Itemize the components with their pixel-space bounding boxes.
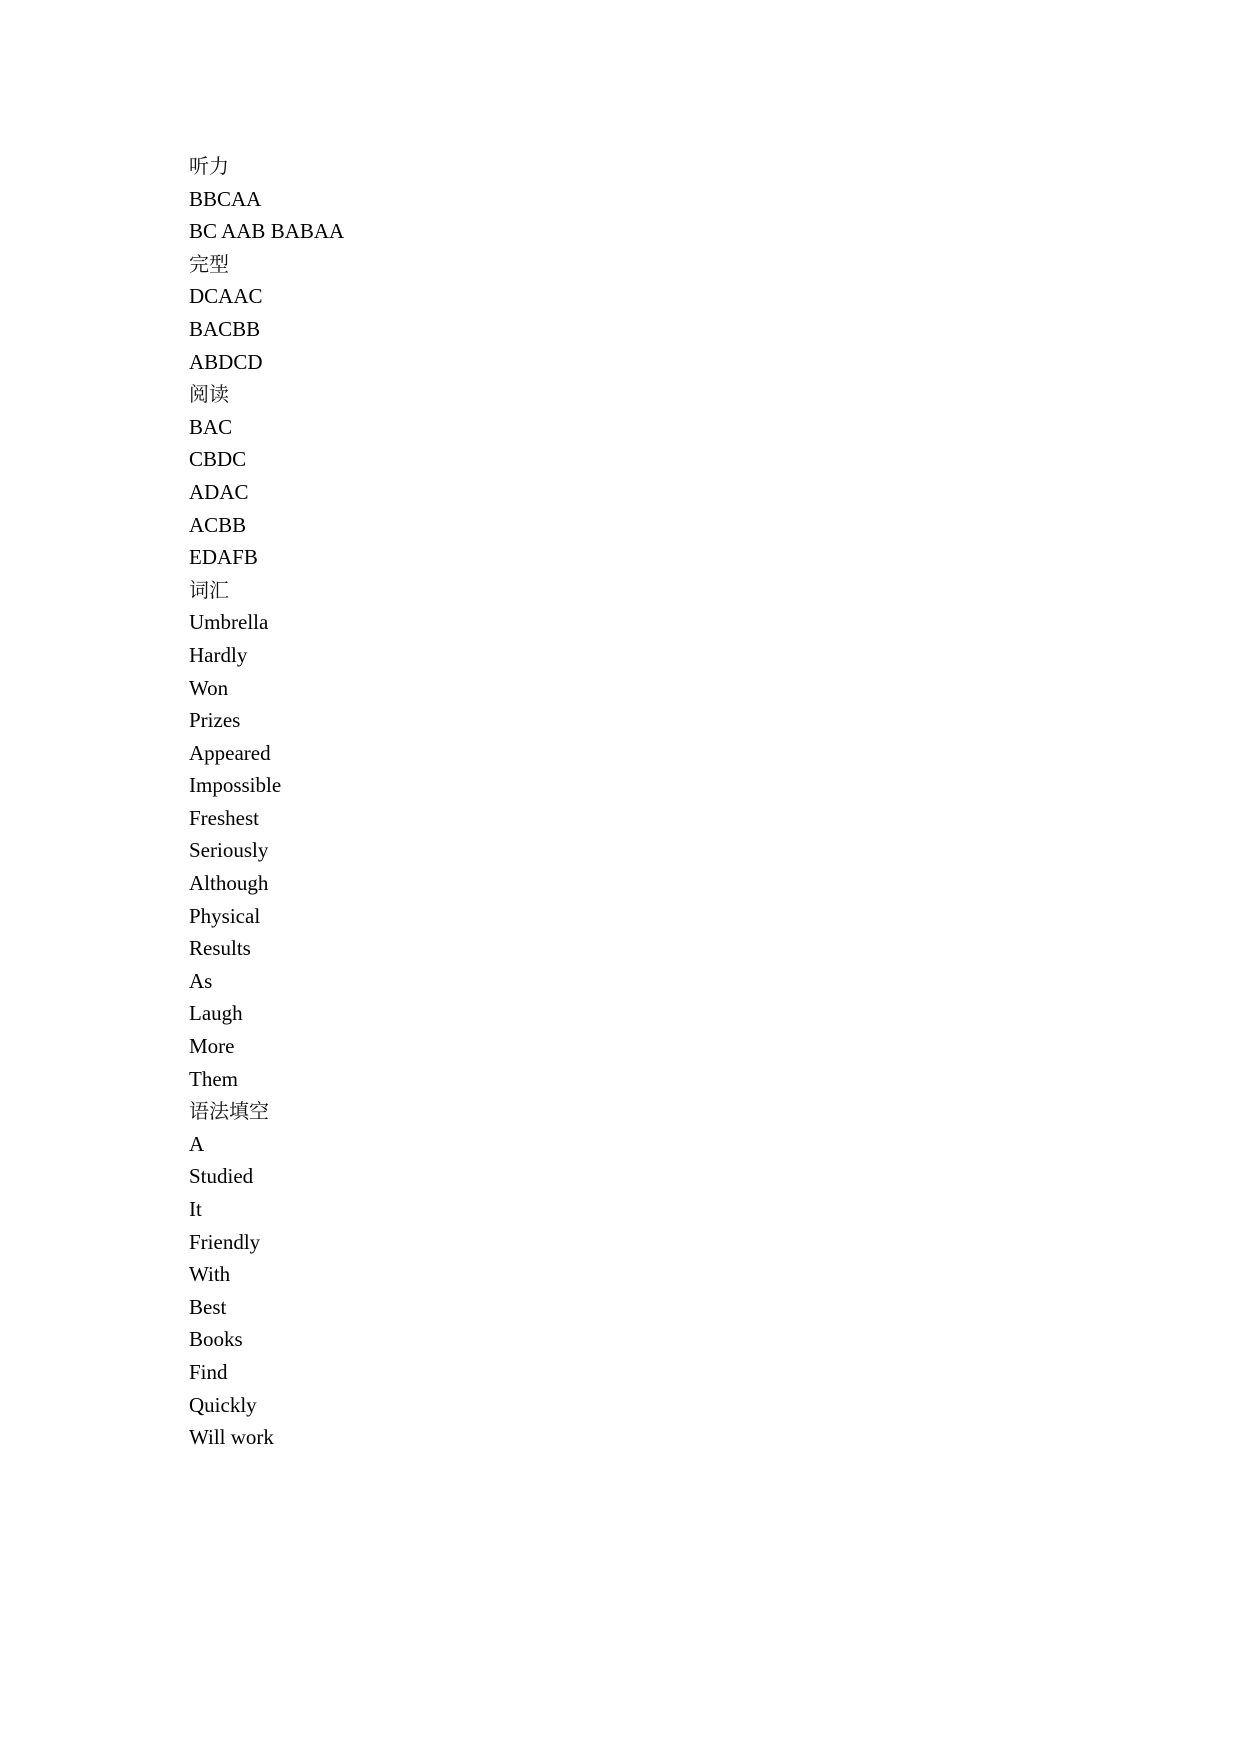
answer-line: BAC xyxy=(189,414,233,439)
answer-line: Friendly xyxy=(189,1229,261,1254)
answer-line: With xyxy=(189,1262,231,1287)
answer-line: ABDCD xyxy=(189,349,263,374)
answer-line: DCAAC xyxy=(189,284,263,309)
answer-line: Find xyxy=(189,1359,228,1384)
answer-line: It xyxy=(189,1197,202,1221)
answer-line: Quickly xyxy=(189,1392,257,1417)
answer-line: BACBB xyxy=(189,316,261,341)
answer-line: Laugh xyxy=(189,1001,243,1026)
answer-line: BBCAA xyxy=(189,186,262,211)
answer-line: Results xyxy=(189,936,251,961)
answer-line: Won xyxy=(189,675,229,700)
section-heading: 听力 xyxy=(189,154,229,178)
answer-line: BC AAB BABAA xyxy=(189,219,345,244)
section-heading: 语法填空 xyxy=(189,1099,269,1124)
answer-line: Them xyxy=(189,1066,238,1091)
answer-key-list xyxy=(189,150,344,1454)
answer-line: Best xyxy=(189,1294,227,1319)
answer-line: Hardly xyxy=(189,642,248,667)
answer-line: Umbrella xyxy=(189,610,269,635)
answer-line: Studied xyxy=(189,1164,254,1189)
answer-line: Impossible xyxy=(189,773,282,798)
answer-line: Will work xyxy=(189,1425,274,1450)
answer-line: Physical xyxy=(189,903,261,928)
answer-line: A xyxy=(189,1131,205,1156)
answer-line: Seriously xyxy=(189,838,269,863)
answer-line: ACBB xyxy=(189,512,247,537)
answer-line: Prizes xyxy=(189,708,241,733)
answer-line: CBDC xyxy=(189,447,247,472)
answer-line: More xyxy=(189,1034,235,1059)
answer-line: EDAFB xyxy=(189,545,258,570)
answer-line: Appeared xyxy=(189,740,271,765)
answer-line: ADAC xyxy=(189,479,249,504)
section-heading: 词汇 xyxy=(189,577,229,602)
section-heading: 完型 xyxy=(189,251,229,276)
answer-line: Books xyxy=(189,1327,243,1352)
answer-line: Freshest xyxy=(189,805,259,830)
section-heading: 阅读 xyxy=(189,382,229,407)
answer-line: Although xyxy=(189,871,269,896)
answer-line: As xyxy=(189,968,213,993)
